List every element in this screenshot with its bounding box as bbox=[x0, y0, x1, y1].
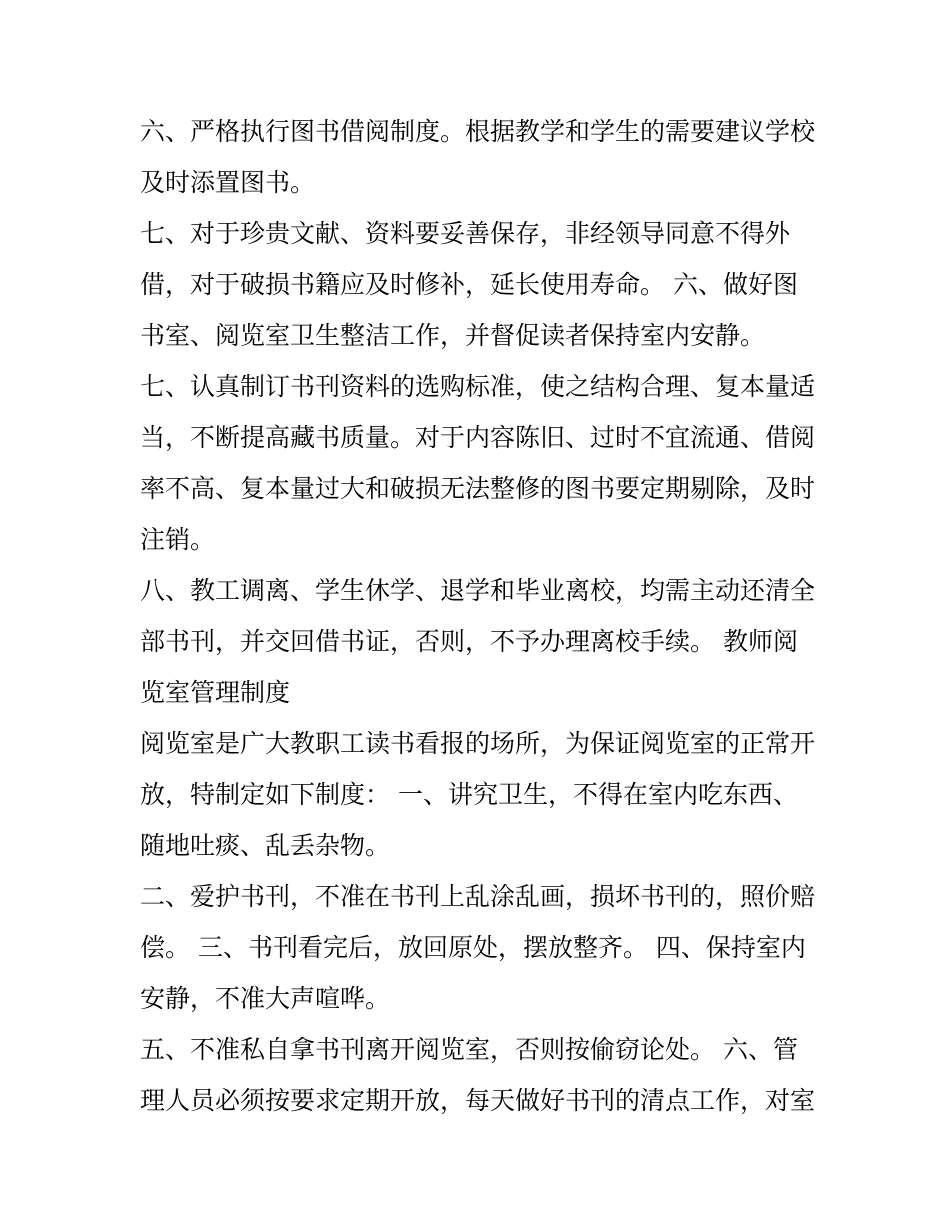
paragraph-leaving-school bbox=[140, 565, 820, 718]
text-line: 借，对于破损书籍应及时修补，延长使用寿命。 六、做好图 bbox=[140, 270, 798, 299]
paragraph-rare-documents bbox=[140, 208, 820, 361]
text-line: 二、爱护书刊，不准在书刊上乱涂乱画，损坏书刊的，照价赔 bbox=[140, 882, 816, 911]
text-line: 部书刊，并交回借书证，否则，不予办理离校手续。 教师阅 bbox=[140, 627, 798, 656]
text-line: 六、严格执行图书借阅制度。根据教学和学生的需要建议学校 bbox=[140, 117, 816, 146]
text-line: 七、对于珍贵文献、资料要妥善保存，非经领导同意不得外 bbox=[140, 219, 791, 248]
paragraph-borrowing-rules bbox=[140, 106, 820, 208]
paragraph-purchase-standards bbox=[140, 361, 820, 565]
text-line: 安静，不准大声喧哗。 bbox=[140, 984, 391, 1013]
paragraph-no-removal bbox=[140, 1024, 820, 1126]
text-line: 当，不断提高藏书质量。对于内容陈旧、过时不宜流通、借阅 bbox=[140, 423, 816, 452]
text-line: 放，特制定如下制度： 一、讲究卫生，不得在室内吃东西、 bbox=[140, 780, 798, 809]
text-line: 书室、阅览室卫生整洁工作，并督促读者保持室内安静。 bbox=[140, 321, 766, 350]
text-line: 五、不准私自拿书刊离开阅览室，否则按偷窃论处。 六、管 bbox=[140, 1035, 798, 1064]
text-line: 览室管理制度 bbox=[140, 678, 291, 707]
document-body bbox=[140, 106, 820, 1126]
text-line: 七、认真制订书刊资料的选购标准，使之结构合理、复本量适 bbox=[140, 372, 816, 401]
text-line: 及时添置图书。 bbox=[140, 168, 316, 197]
paragraph-care-of-books bbox=[140, 871, 820, 1024]
text-line: 随地吐痰、乱丢杂物。 bbox=[140, 831, 391, 860]
text-line: 八、教工调离、学生休学、退学和毕业离校，均需主动还清全 bbox=[140, 576, 816, 605]
text-line: 偿。 三、书刊看完后，放回原处，摆放整齐。 四、保持室内 bbox=[140, 933, 806, 962]
text-line: 阅览室是广大教职工读书看报的场所，为保证阅览室的正常开 bbox=[140, 729, 816, 758]
text-line: 注销。 bbox=[140, 525, 216, 554]
text-line: 理人员必须按要求定期开放，每天做好书刊的清点工作，对室 bbox=[140, 1086, 816, 1115]
paragraph-reading-room-intro bbox=[140, 718, 820, 871]
text-line: 率不高、复本量过大和破损无法整修的图书要定期剔除，及时 bbox=[140, 474, 816, 503]
